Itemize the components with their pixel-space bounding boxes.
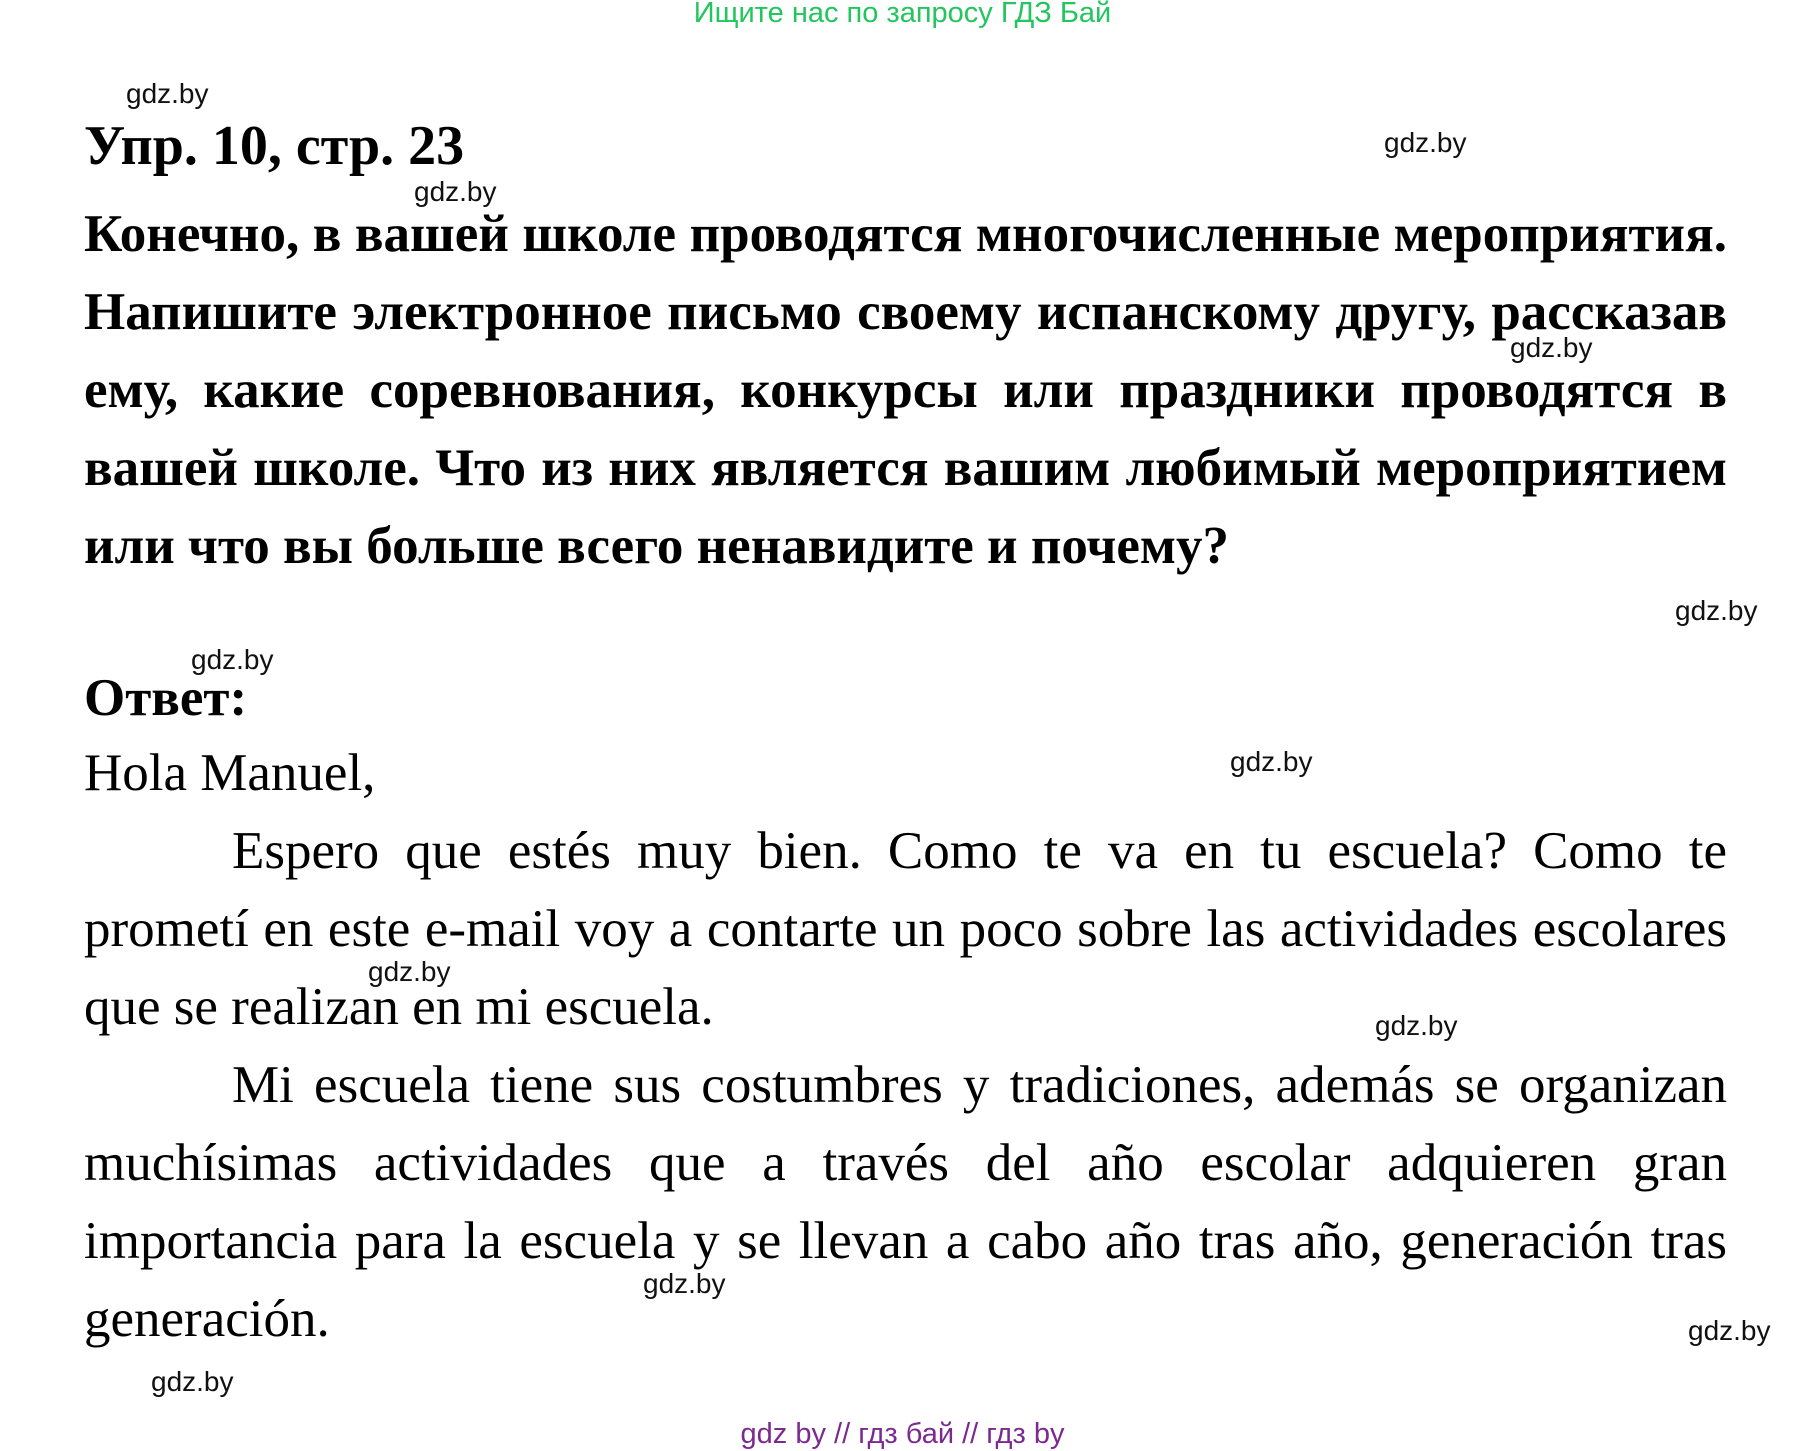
watermark: gdz.by: [1688, 1315, 1771, 1346]
watermark: gdz.by: [414, 176, 497, 207]
answer-label: Ответ:: [84, 669, 248, 727]
footer-links: gdz by // гдз бай // гдз by: [740, 1418, 1065, 1450]
letter-body: [84, 734, 1727, 1358]
letter-greeting: Hola Manuel,: [84, 744, 376, 802]
watermark: gdz.by: [643, 1268, 726, 1299]
letter-paragraph-1: Espero que estés muy bien. Como te va en tu escuela? Como te prometí en este e-mail voy a contarte un poco sobre las actividades escolares que se realizan en mi escuela.: [84, 822, 1727, 1036]
watermark: gdz.by: [1510, 332, 1593, 363]
watermark: gdz.by: [1675, 595, 1758, 626]
watermark: gdz.by: [1375, 1010, 1458, 1041]
watermark: gdz.by: [126, 78, 209, 109]
watermark: gdz.by: [1384, 127, 1467, 158]
exercise-title: Упр. 10, стр. 23: [84, 115, 465, 177]
watermark: gdz.by: [191, 644, 274, 675]
watermark: gdz.by: [1230, 746, 1313, 777]
watermark: gdz.by: [368, 956, 451, 987]
task-text: Конечно, в вашей школе проводятся многочисленные мероприятия. Напишите электронное письмо своему испанскому другу, рассказав ему, какие соревнования, конкурсы или праздники проводятся в вашей школе. Что из них является вашим любимый мероприятием или что вы больше всего ненавидите и почему?: [84, 205, 1727, 575]
watermark: gdz.by: [151, 1366, 234, 1397]
letter-paragraph-2: Mi escuela tiene sus costumbres y tradiciones, además se organizan muchísimas actividades que a través del año escolar adquieren gran importancia para la escuela y se llevan a cabo año tras año, generación tras generación.: [84, 1056, 1727, 1348]
search-banner: Ищите нас по запросу ГДЗ Бай: [693, 0, 1112, 29]
